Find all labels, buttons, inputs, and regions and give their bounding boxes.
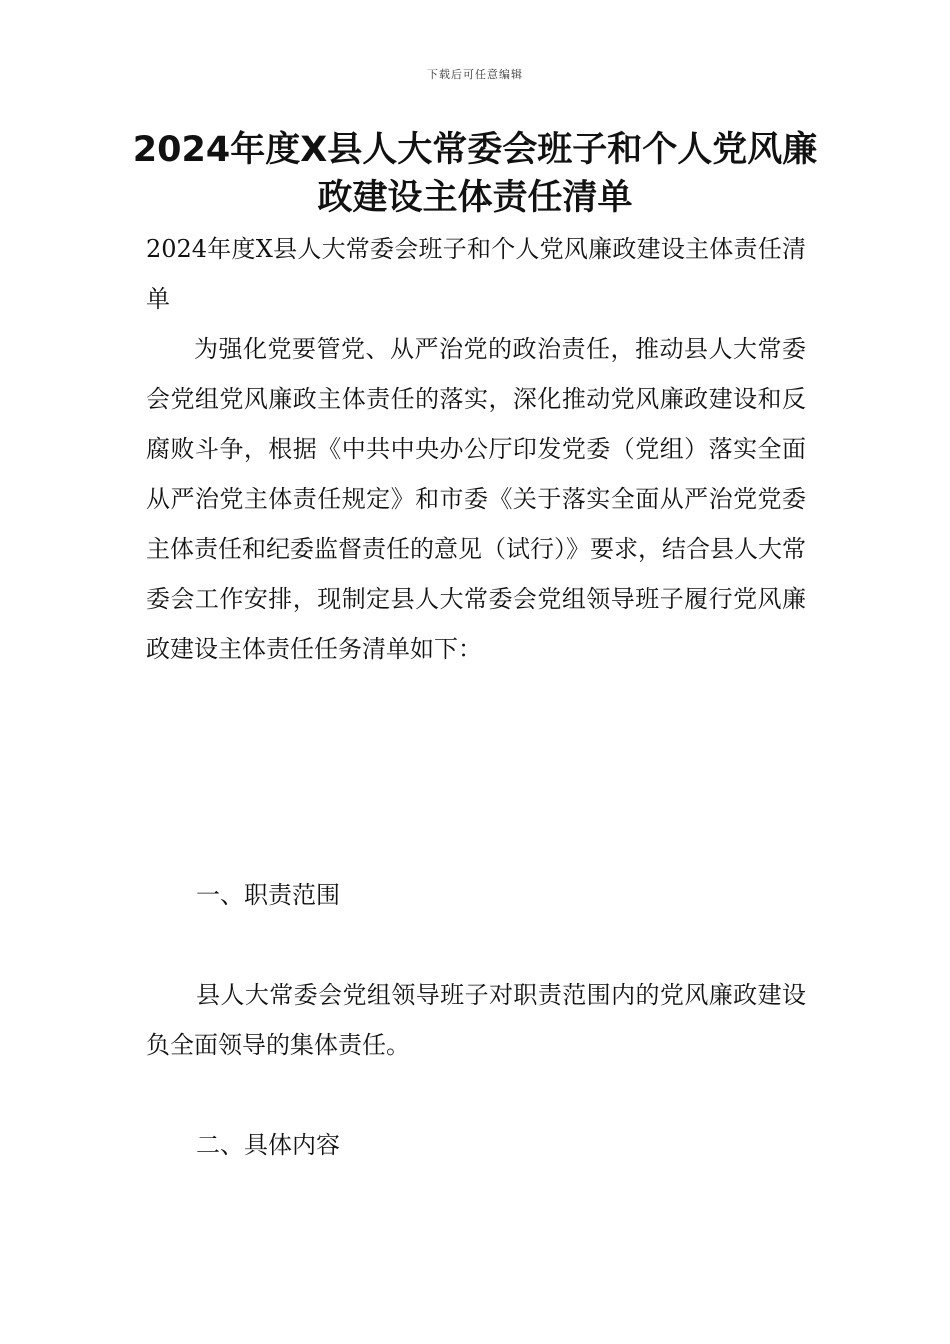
document-title: 2024年度X县人大常委会班子和个人党风廉政建设主体责任清单	[132, 130, 818, 218]
section-heading-content: 二、具体内容	[196, 1131, 340, 1159]
section-heading-scope: 一、职责范围	[196, 881, 340, 909]
page-header-note: 下载后可任意编辑	[427, 68, 523, 81]
intro-paragraph: 为强化党要管党、从严治党的政治责任，推动县人大常委会党组党风廉政主体责任的落实，深化推动党风廉政建设和反腐败斗争，根据《中共中央办公厅印发党委（党组）落实全面从严治党主体责任规定》和市委《关于落实全面从严治党党委主体责任和纪委监督责任的意见（试行）》要求，结合县人大常委会工作安排，现制定县人大常委会党组领导班子履行党风廉政建设主体责任任务清单如下：	[146, 335, 806, 663]
section-body-scope: 县人大常委会党组领导班子对职责范围内的党风廉政建设负全面领导的集体责任。	[146, 981, 806, 1059]
document-subtitle: 2024年度X县人大常委会班子和个人党风廉政建设主体责任清单	[146, 235, 806, 313]
